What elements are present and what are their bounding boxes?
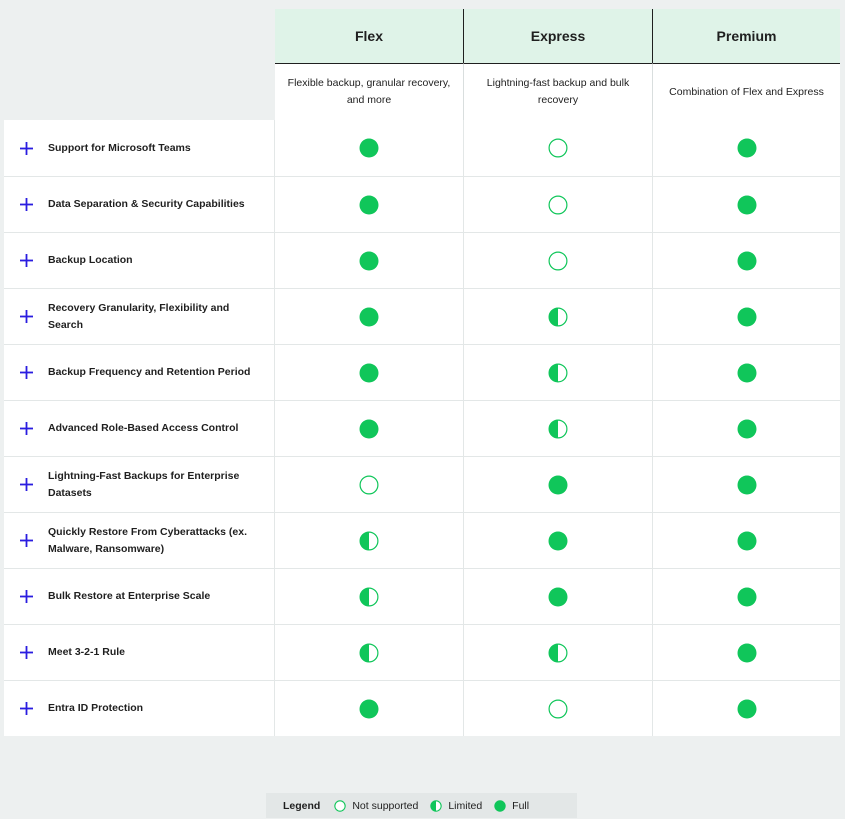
feature-label: Advanced Role-Based Access Control — [48, 422, 239, 434]
limited-support-icon — [430, 800, 442, 812]
plus-icon — [20, 142, 33, 155]
full-support-icon — [737, 307, 757, 327]
support-cell-premium — [652, 288, 840, 344]
plan-name-flex: Flex — [275, 9, 463, 63]
expand-button[interactable] — [4, 646, 48, 659]
feature-label-cell[interactable] — [4, 232, 275, 288]
feature-row — [4, 680, 840, 736]
legend-item-full — [494, 800, 529, 812]
limited-support-icon — [359, 643, 379, 663]
feature-row — [4, 344, 840, 400]
plus-icon — [20, 366, 33, 379]
support-cell-flex — [275, 288, 463, 344]
not-supported-icon — [334, 800, 346, 812]
feature-label-cell[interactable] — [4, 120, 275, 176]
full-support-icon — [359, 419, 379, 439]
not-supported-icon — [548, 138, 568, 158]
expand-button[interactable] — [4, 590, 48, 603]
full-support-icon — [737, 251, 757, 271]
full-support-icon — [737, 363, 757, 383]
full-support-icon — [494, 800, 506, 812]
support-cell-express — [463, 288, 652, 344]
support-cell-flex — [275, 176, 463, 232]
support-cell-flex — [275, 680, 463, 736]
full-support-icon — [359, 363, 379, 383]
support-cell-flex — [275, 400, 463, 456]
full-support-icon — [359, 307, 379, 327]
plus-icon — [20, 254, 33, 267]
header-corner — [4, 9, 275, 63]
support-cell-express — [463, 400, 652, 456]
support-cell-flex — [275, 232, 463, 288]
support-cell-flex — [275, 120, 463, 176]
feature-label: Data Separation & Security Capabilities — [48, 198, 245, 210]
expand-button[interactable] — [4, 310, 48, 323]
plus-icon — [20, 478, 33, 491]
plus-icon — [20, 646, 33, 659]
plan-description-premium: Combination of Flex and Express — [652, 63, 840, 120]
feature-label: Recovery Granularity, Flexibility and Search — [48, 301, 230, 331]
feature-row — [4, 288, 840, 344]
description-corner — [4, 63, 275, 120]
feature-row — [4, 624, 840, 680]
plan-description-express: Lightning-fast backup and bulk recovery — [463, 63, 652, 120]
full-support-icon — [737, 643, 757, 663]
plan-description-flex: Flexible backup, granular recovery, and more — [275, 63, 463, 120]
support-cell-express — [463, 680, 652, 736]
feature-label-cell[interactable] — [4, 624, 275, 680]
not-supported-icon — [548, 195, 568, 215]
legend-label-not-supported: Not supported — [352, 799, 419, 812]
support-cell-express — [463, 176, 652, 232]
full-support-icon — [359, 195, 379, 215]
legend — [266, 793, 577, 818]
support-cell-flex — [275, 624, 463, 680]
legend-item-not-supported — [334, 800, 418, 812]
feature-label-cell[interactable] — [4, 680, 275, 736]
expand-button[interactable] — [4, 366, 48, 379]
legend-title: Legend — [283, 799, 321, 812]
feature-rows — [4, 120, 840, 736]
feature-label-cell[interactable] — [4, 288, 275, 344]
plan-description-row — [4, 63, 840, 120]
support-cell-express — [463, 624, 652, 680]
support-cell-express — [463, 456, 652, 512]
feature-row — [4, 120, 840, 176]
limited-support-icon — [359, 587, 379, 607]
full-support-icon — [359, 251, 379, 271]
full-support-icon — [548, 587, 568, 607]
feature-label: Quickly Restore From Cyberattacks (ex. Malware, Ransomware) — [48, 525, 247, 555]
plus-icon — [20, 310, 33, 323]
limited-support-icon — [548, 643, 568, 663]
support-cell-express — [463, 232, 652, 288]
support-cell-express — [463, 344, 652, 400]
comparison-table — [4, 9, 840, 736]
feature-label-cell[interactable] — [4, 344, 275, 400]
full-support-icon — [737, 531, 757, 551]
support-cell-premium — [652, 624, 840, 680]
limited-support-icon — [548, 419, 568, 439]
full-support-icon — [548, 531, 568, 551]
expand-button[interactable] — [4, 422, 48, 435]
full-support-icon — [737, 419, 757, 439]
support-cell-premium — [652, 512, 840, 568]
support-cell-flex — [275, 568, 463, 624]
legend-label-limited: Limited — [448, 799, 483, 812]
not-supported-icon — [359, 475, 379, 495]
expand-button[interactable] — [4, 534, 48, 547]
plus-icon — [20, 702, 33, 715]
feature-row — [4, 568, 840, 624]
expand-button[interactable] — [4, 142, 48, 155]
support-cell-express — [463, 120, 652, 176]
feature-label: Bulk Restore at Enterprise Scale — [48, 590, 211, 602]
plus-icon — [20, 422, 33, 435]
not-supported-icon — [548, 699, 568, 719]
support-cell-flex — [275, 512, 463, 568]
feature-label-cell[interactable] — [4, 568, 275, 624]
full-support-icon — [548, 475, 568, 495]
legend-item-limited — [430, 800, 482, 812]
feature-label-cell[interactable] — [4, 400, 275, 456]
expand-button[interactable] — [4, 198, 48, 211]
plan-header-row — [4, 9, 840, 63]
feature-row — [4, 400, 840, 456]
full-support-icon — [737, 195, 757, 215]
feature-row — [4, 176, 840, 232]
support-cell-premium — [652, 400, 840, 456]
limited-support-icon — [359, 531, 379, 551]
support-cell-premium — [652, 568, 840, 624]
feature-label-cell[interactable] — [4, 512, 275, 568]
plus-icon — [20, 590, 33, 603]
plan-name-premium: Premium — [652, 9, 840, 63]
expand-button[interactable] — [4, 254, 48, 267]
feature-label: Backup Location — [48, 254, 133, 266]
support-cell-premium — [652, 456, 840, 512]
plan-name-express: Express — [463, 9, 652, 63]
feature-label-cell[interactable] — [4, 176, 275, 232]
plus-icon — [20, 534, 33, 547]
feature-label: Support for Microsoft Teams — [48, 141, 191, 154]
feature-label: Meet 3-2-1 Rule — [48, 646, 126, 658]
feature-label: Entra ID Protection — [48, 702, 144, 714]
support-cell-flex — [275, 456, 463, 512]
full-support-icon — [737, 699, 757, 719]
full-support-icon — [359, 699, 379, 719]
support-cell-flex — [275, 344, 463, 400]
expand-button[interactable] — [4, 702, 48, 715]
full-support-icon — [737, 587, 757, 607]
support-cell-premium — [652, 232, 840, 288]
full-support-icon — [359, 138, 379, 158]
feature-row — [4, 232, 840, 288]
support-cell-premium — [652, 120, 840, 176]
support-cell-express — [463, 512, 652, 568]
not-supported-icon — [548, 251, 568, 271]
full-support-icon — [737, 138, 757, 158]
feature-label: Backup Frequency and Retention Period — [48, 366, 251, 378]
limited-support-icon — [548, 307, 568, 327]
feature-label-cell[interactable] — [4, 456, 275, 512]
support-cell-premium — [652, 344, 840, 400]
expand-button[interactable] — [4, 478, 48, 491]
legend-label-full: Full — [512, 799, 530, 812]
support-cell-express — [463, 568, 652, 624]
full-support-icon — [737, 475, 757, 495]
feature-label: Lightning-Fast Backups for Enterprise Datasets — [48, 469, 240, 499]
feature-row — [4, 456, 840, 512]
limited-support-icon — [548, 363, 568, 383]
support-cell-premium — [652, 176, 840, 232]
feature-row — [4, 512, 840, 568]
plus-icon — [20, 198, 33, 211]
support-cell-premium — [652, 680, 840, 736]
